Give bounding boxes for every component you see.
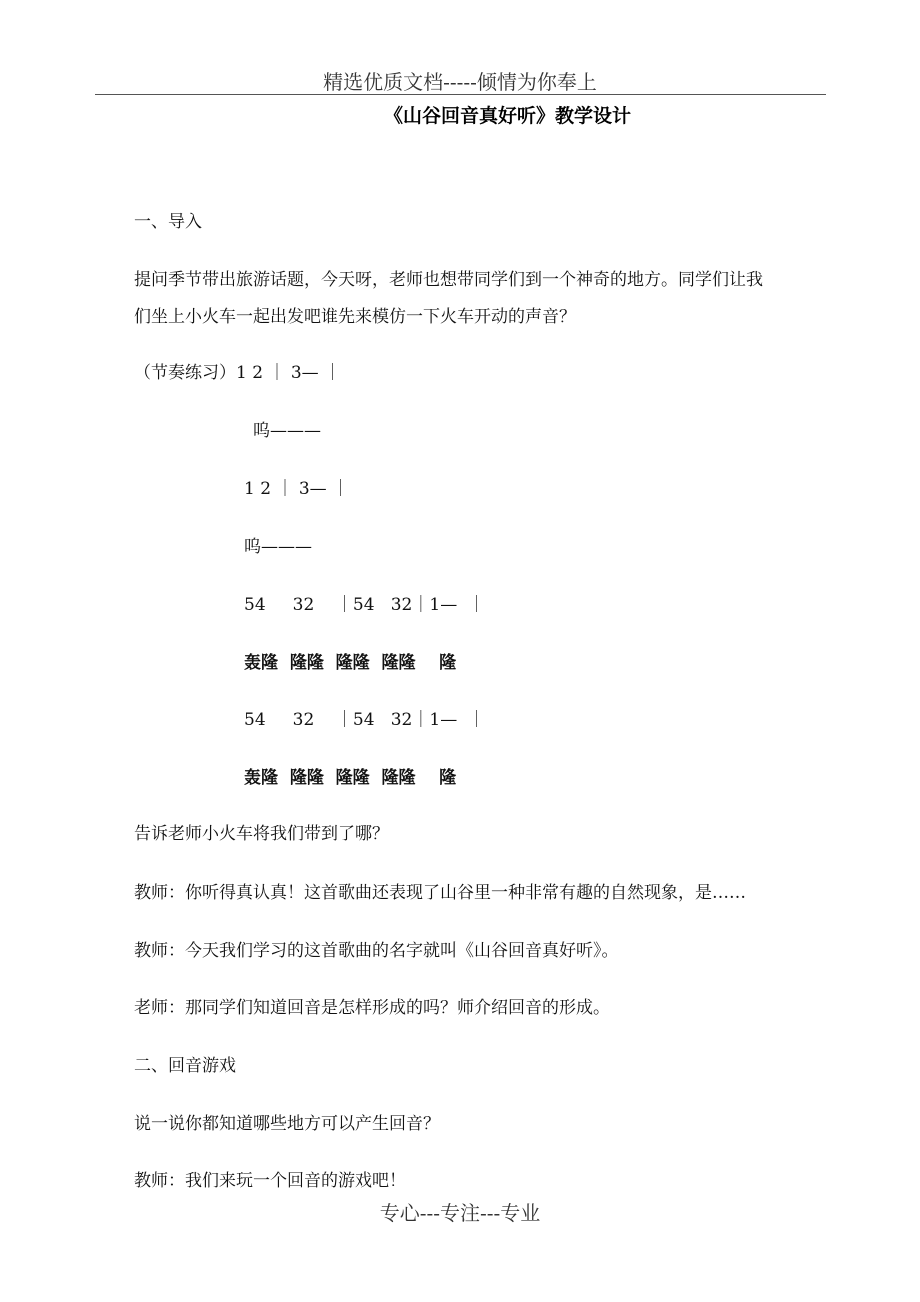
rhythm-lyrics: 轰隆 隆隆 隆隆 隆隆 隆 [244,768,457,788]
paragraph-line: 告诉老师小火车将我们带到了哪？ [134,824,389,844]
page-header: 精选优质文档-----倾情为你奉上 [323,70,597,94]
paragraph-line: 们坐上小火车一起出发吧谁先来模仿一下火车开动的声音？ [134,307,576,327]
paragraph-line: 教师：我们来玩一个回音的游戏吧！ [134,1171,406,1191]
document-title: 《山谷回音真好听》教学设计 [384,105,632,127]
rhythm-syllable: 呜——— [253,421,321,441]
paragraph-line: 老师：那同学们知道回音是怎样形成的吗？师介绍回音的形成。 [134,998,610,1018]
rhythm-lyrics: 轰隆 隆隆 隆隆 隆隆 隆 [244,653,457,673]
paragraph-line: 教师：你听得真认真！这首歌曲还表现了山谷里一种非常有趣的自然现象，是…… [134,883,746,903]
rhythm-exercise-label: （节奏练习）1 2 ｜ 3— ｜ [134,363,342,383]
section-heading-echo-game: 二、回音游戏 [134,1056,236,1076]
paragraph-line: 教师：今天我们学习的这首歌曲的名字就叫《山谷回音真好听》。 [134,941,619,961]
page-footer: 专心---专注---专业 [379,1201,541,1225]
paragraph-line: 提问季节带出旅游话题，今天呀，老师也想带同学们到一个神奇的地方。同学们让我 [134,270,763,290]
rhythm-syllable: 呜——— [244,537,312,557]
rhythm-notation: 54 32 ｜54 32｜1— ｜ [244,595,485,615]
rhythm-notation: 1 2 ｜ 3— ｜ [244,479,350,499]
header-divider [95,94,826,95]
rhythm-notation: 54 32 ｜54 32｜1— ｜ [244,710,485,730]
section-heading-intro: 一、导入 [134,212,202,232]
paragraph-line: 说一说你都知道哪些地方可以产生回音？ [134,1114,440,1134]
